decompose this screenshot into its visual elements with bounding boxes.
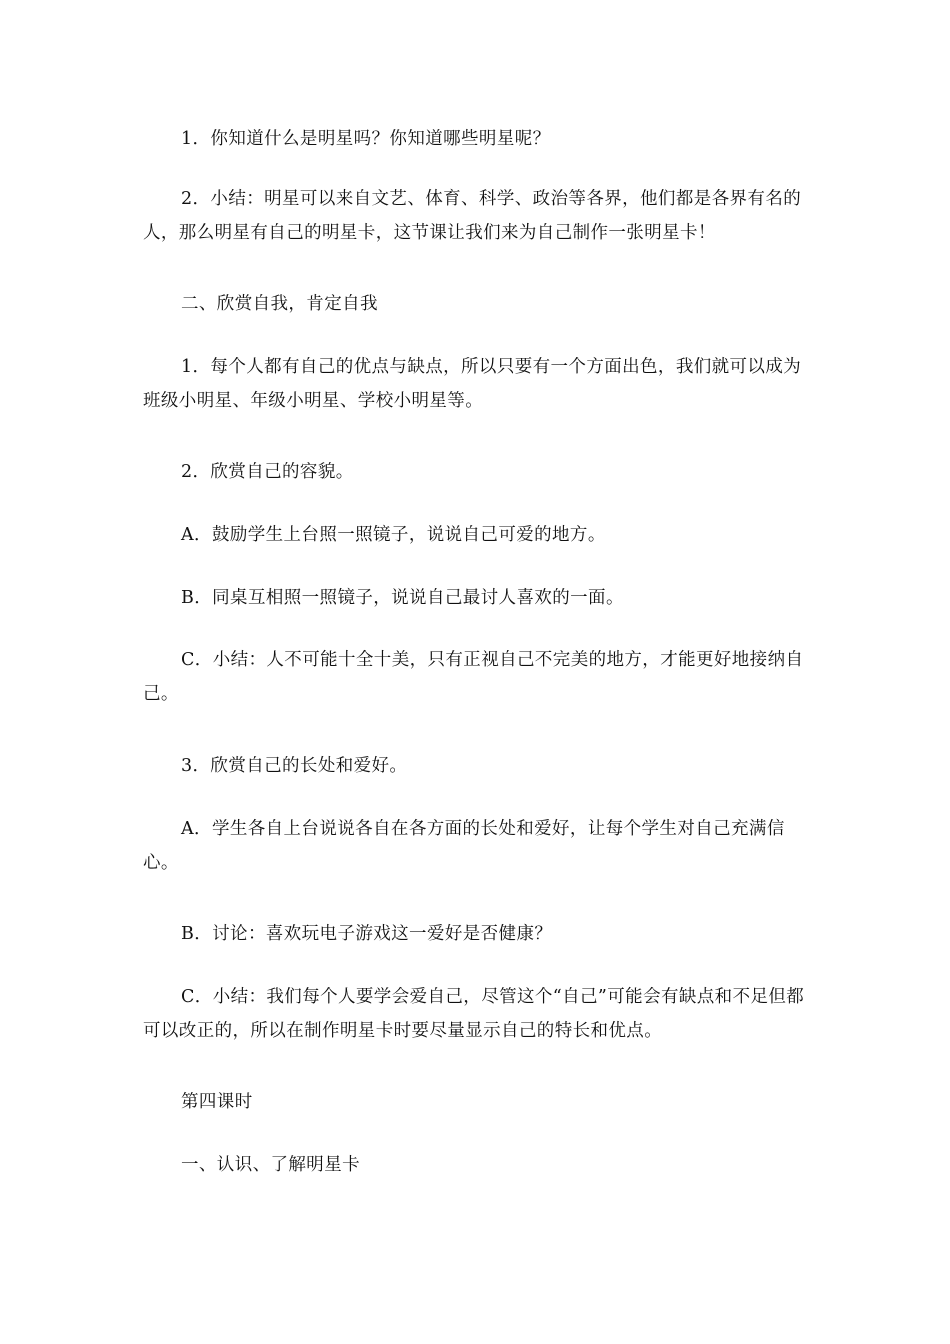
section-heading-2: 二、欣赏自我，肯定自我 <box>181 294 378 314</box>
paragraph-1: 1．你知道什么是明星吗？你知道哪些明星呢？ <box>181 129 551 149</box>
paragraph-11: C．小结：我们每个人要学会爱自己，尽管这个“自己”可能会有缺点和不足但都可以改正的，所以在制作明星卡时要尽量显示自己的特长和优点。 <box>143 987 805 1041</box>
paragraph-8: 3．欣赏自己的长处和爱好。 <box>181 756 408 776</box>
paragraph-4: 2．欣赏自己的容貌。 <box>181 462 354 482</box>
paragraph-10: B．讨论：喜欢玩电子游戏这一爱好是否健康？ <box>181 924 553 944</box>
paragraph-7: C．小结：人不可能十全十美，只有正视自己不完美的地方，才能更好地接纳自己。 <box>143 650 804 704</box>
lesson-title: 第四课时 <box>181 1092 253 1112</box>
section-heading-1: 一、认识、了解明星卡 <box>181 1155 360 1175</box>
paragraph-5: A．鼓励学生上台照一照镜子，说说自己可爱的地方。 <box>181 525 606 545</box>
paragraph-9: A．学生各自上台说说各自在各方面的长处和爱好，让每个学生对自己充满信心。 <box>143 819 785 873</box>
paragraph-3: 1．每个人都有自己的优点与缺点，所以只要有一个方面出色，我们就可以成为班级小明星、年级小明星、学校小明星等。 <box>143 357 802 411</box>
paragraph-6: B．同桌互相照一照镜子，说说自己最讨人喜欢的一面。 <box>181 588 624 608</box>
paragraph-2: 2．小结：明星可以来自文艺、体育、科学、政治等各界，他们都是各界有名的人，那么明星有自己的明星卡，这节课让我们来为自己制作一张明星卡！ <box>143 189 802 243</box>
